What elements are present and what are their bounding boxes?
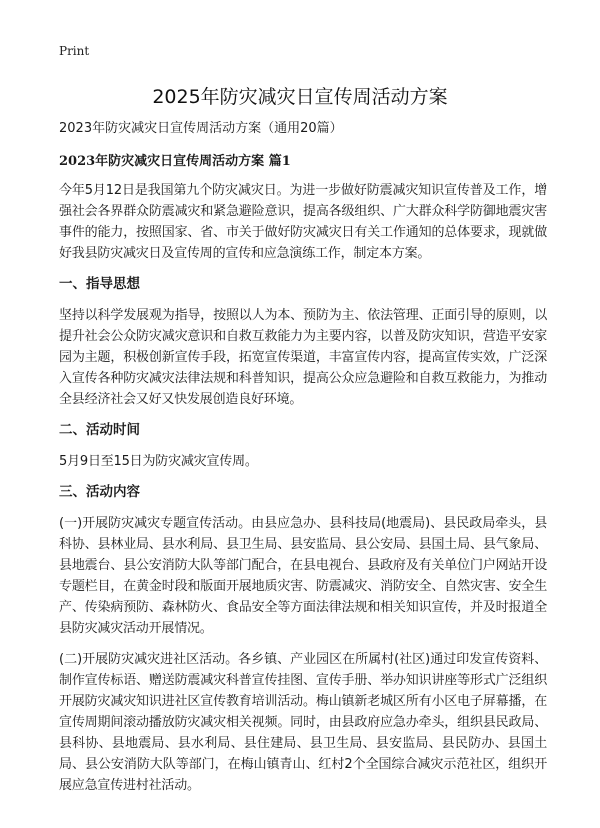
intro-paragraph: 今年5月12日是我国第九个防灾减灾日。为进一步做好防震减灾知识宣传普及工作，增强社会各界群众防震减灾和紧急避险意识，提高各级组织、广大群众科学防御地震灾害事件的能力，按照国家、省、市关于做好防灾减灾日有关工作通知的总体要求，现就做好我县防灾减灾日及宣传周的宣传和应急演练工作，制定本方案。 <box>59 183 547 261</box>
section-heading-guiding-principle: 一、指导思想 <box>59 276 140 292</box>
activity-content-paragraph-1: (一)开展防灾减灾专题宣传活动。由县应急办、县科技局(地震局)、县民政局牵头，县科协、县林业局、县水利局、县卫生局、县安监局、县公安局、县国土局、县气象局、县地震台、县公安消防大队等部门配合，在县电视台、县政府及有关单位门户网站开设专题栏目，在黄金时段和版面开展地质灾害、防震减灾、消防安全、自然灾害、安全生产、传染病预防、森林防火、食品安全等方面法律法规和相关知识宣传，并及时报道全县防灾减灾活动开展情况。 <box>59 516 547 636</box>
activity-content-paragraph-2: (二)开展防灾减灾进社区活动。各乡镇、产业园区在所属村(社区)通过印发宣传资料、制作宣传标语、赠送防震减灾科普宣传挂图、宣传手册、举办知识讲座等形式广泛组织开展防灾减灾知识进社区宣传教育培训活动。梅山镇新老城区所有小区电子屏幕播，在宣传周期间滚动播放防灾减灾相关视频。同时，由县政府应急办牵头，组织县民政局、县科协、县地震局、县水利局、县住建局、县卫生局、县安监局、县民防办、县国土局、县公安消防大队等部门，在梅山镇青山、红村2个全国综合减灾示范社区，组织开展应急宣传进村社活动。 <box>59 652 547 793</box>
document-subtitle: 2023年防灾减灾日宣传周活动方案（通用20篇） <box>59 121 343 136</box>
page-title: 2025年防灾减灾日宣传周活动方案 <box>152 86 448 108</box>
article-heading: 2023年防灾减灾日宣传周活动方案 篇1 <box>59 154 291 169</box>
article-body <box>59 118 547 806</box>
print-link[interactable]: Print <box>59 44 90 58</box>
guiding-principle-paragraph: 坚持以科学发展观为指导，按照以人为本、预防为主、依法管理、正面引导的原则，以提升社会公众防灾减灾意识和自救互救能力为主要内容，以普及防灾知识，营造平安家园为主题，积极创新宣传手段，拓宽宣传渠道，丰富宣传内容，提高宣传实效，广泛深入宣传各种防灾减灾法律法规和科普知识，提高公众应急避险和自救互救能力，为推动全县经济社会又好又快发展创造良好环境。 <box>59 308 547 407</box>
section-heading-activity-time: 二、活动时间 <box>59 422 140 438</box>
section-heading-activity-content: 三、活动内容 <box>59 484 140 500</box>
activity-time-paragraph: 5月9日至15日为防灾减灾宣传周。 <box>59 454 258 469</box>
